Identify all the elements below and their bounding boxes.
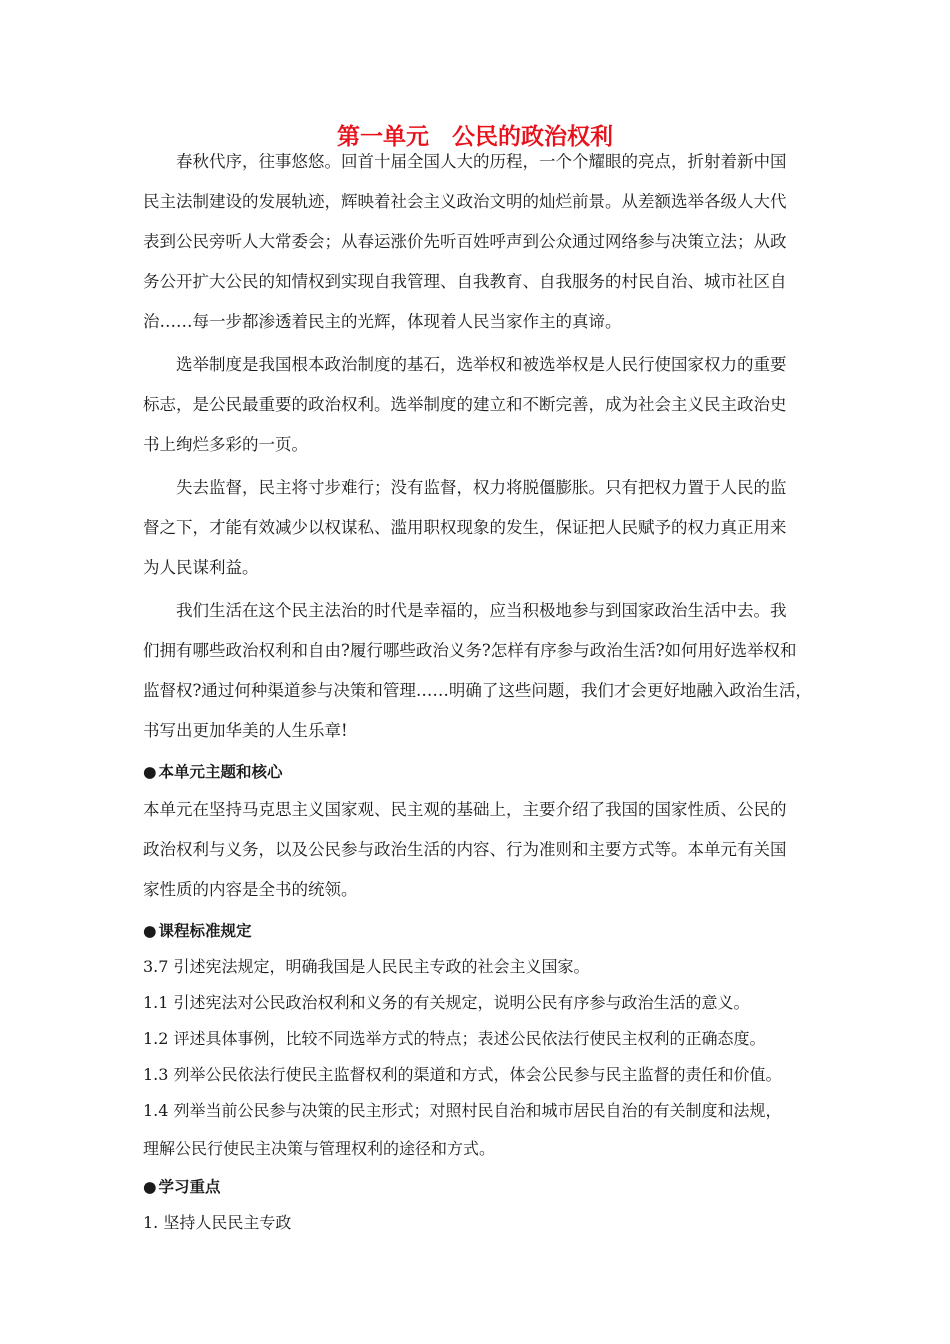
bullet-icon: ● (143, 763, 157, 781)
text-line: 政治权利与义务，以及公民参与政治生活的内容、行为准则和主要方式等。本单元有关国 (143, 840, 787, 859)
standards-list (143, 954, 819, 1162)
text-line: 监督权?通过何种渠道参与决策和管理……明确了这些问题，我们才会更好地融入政治生活， (143, 681, 812, 700)
list-item: 1. 坚持人民民主专政 (143, 1213, 292, 1232)
section-heading-text: 学习重点 (158, 1178, 221, 1196)
text-line: 治……每一步都渗透着民主的光辉，体现着人民当家作主的真谛。 (143, 312, 622, 331)
text-line: 本单元在坚持马克思主义国家观、民主观的基础上，主要介绍了我国的国家性质、公民的 (143, 800, 787, 819)
bullet-icon: ● (143, 922, 157, 940)
list-item: 1.2 评述具体事例，比较不同选举方式的特点；表述公民依法行使民主权利的正确态度。 (143, 1029, 766, 1048)
text-line: 家性质的内容是全书的统领。 (143, 880, 358, 899)
bullet-icon: ● (143, 1178, 157, 1196)
section-heading-text: 本单元主题和核心 (158, 763, 283, 781)
text-line: 书写出更加华美的人生乐章! (143, 721, 348, 740)
list-item: 1.1 引述宪法对公民政治权利和义务的有关规定，说明公民有序参与政治生活的意义。 (143, 993, 750, 1012)
text-line: 选举制度是我国根本政治制度的基石，选举权和被选举权是人民行使国家权力的重要 (176, 355, 787, 374)
section-heading-text: 课程标准规定 (158, 922, 252, 940)
list-item: 3.7 引述宪法规定，明确我国是人民民主专政的社会主义国家。 (143, 957, 590, 976)
section-heading-standards (143, 918, 819, 944)
intro-paragraph-1 (143, 147, 819, 337)
page-title: 第一单元 公民的政治权利 (337, 124, 613, 150)
list-item: 1.4 列举当前公民参与决策的民主形式；对照村民自治和城市居民自治的有关制度和法规， (143, 1101, 782, 1120)
text-line: 务公开扩大公民的知情权到实现自我管理、自我教育、自我服务的村民自治、城市社区自 (143, 272, 787, 291)
intro-paragraph-3 (143, 473, 819, 583)
intro-paragraph-2 (143, 350, 819, 460)
text-line: 春秋代序，往事悠悠。回首十届全国人大的历程，一个个耀眼的亮点，折射着新中国 (176, 152, 787, 171)
list-item-continuation: 理解公民行使民主决策与管理权利的途径和方式。 (143, 1139, 496, 1158)
text-line: 失去监督，民主将寸步难行；没有监督，权力将脱僵膨胀。只有把权力置于人民的监 (176, 478, 787, 497)
theme-paragraph (143, 795, 819, 905)
text-line: 民主法制建设的发展轨迹，辉映着社会主义政治文明的灿烂前景。从差额选举各级人大代 (143, 192, 787, 211)
text-line: 我们生活在这个民主法治的时代是幸福的，应当积极地参与到国家政治生活中去。我 (176, 601, 787, 620)
list-item: 1.3 列举公民依法行使民主监督权利的渠道和方式，体会公民参与民主监督的责任和价值。 (143, 1065, 782, 1084)
text-line: 表到公民旁听人大常委会；从春运涨价先听百姓呼声到公众通过网络参与决策立法；从政 (143, 232, 787, 251)
text-line: 为人民谋利益。 (143, 558, 259, 577)
text-line: 标志，是公民最重要的政治权利。选举制度的建立和不断完善，成为社会主义民主政治史 (143, 395, 787, 414)
document-body (143, 147, 819, 1246)
section-heading-focus (143, 1174, 819, 1200)
text-line: 书上绚烂多彩的一页。 (143, 435, 308, 454)
text-line: 督之下，才能有效减少以权谋私、滥用职权现象的发生，保证把人民赋予的权力真正用来 (143, 518, 787, 537)
intro-paragraph-4 (143, 596, 819, 746)
section-heading-theme (143, 759, 819, 785)
text-line: 们拥有哪些政治权利和自由?履行哪些政治义务?怎样有序参与政治生活?如何用好选举权和 (143, 641, 797, 660)
focus-list (143, 1210, 819, 1236)
